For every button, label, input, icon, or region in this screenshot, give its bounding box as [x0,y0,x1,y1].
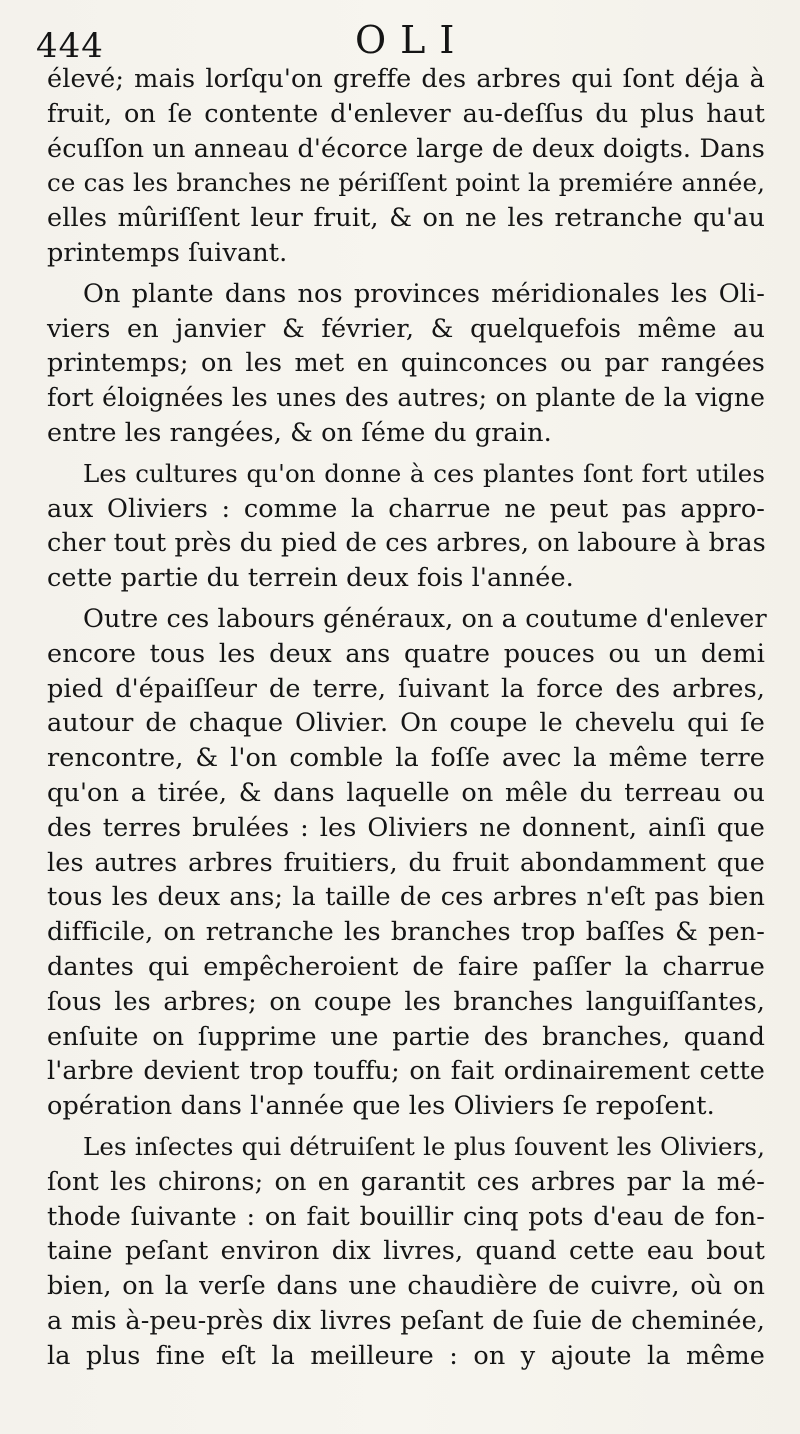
running-head [0,14,800,64]
text-line: taine peſant environ dix livres, quand cette eau bout [47,1236,765,1267]
body-text [47,62,765,1379]
text-line: ſont les chirons; on en garantit ces arbres par la mé- [47,1166,765,1197]
text-line: fort éloignées les unes des autres; on plante de la vigne [47,383,765,413]
text-line: Les cultures qu'on donne à ces plantes ſont fort utiles [83,458,765,488]
text-line: autour de chaque Olivier. On coupe le chevelu qui ſe [47,708,765,739]
text-line: l'arbre devient trop touffu; on fait ordinairement cette [47,1056,765,1087]
text-line: tous les deux ans; la taille de ces arbres n'eſt pas bien [47,882,765,913]
text-line: difficile, on retranche les branches trop baſſes & pen- [47,917,765,948]
text-line: Outre ces labours généraux, on a coutume d'enlever [83,603,767,634]
text-line: pied d'épaiſſeur de terre, ſuivant la force des arbres, [47,673,765,704]
text-line: a mis à-peu-près dix livres peſant de ſuie de cheminée, [47,1305,765,1336]
paragraph-insects [47,1130,765,1374]
text-line: ſous les arbres; on coupe les branches languiſſantes, [47,986,765,1017]
text-line: cette partie du terrein deux fois l'année. [47,563,574,594]
text-line: thode ſuivante : on fait bouillir cinq pots d'eau de fon- [47,1201,765,1232]
text-line: ce cas les branches ne périſſent point la premiére année, [47,168,765,198]
text-line: viers en janvier & février, & quelquefois même au [47,313,765,344]
text-line: enſuite on ſupprime une partie des branches, quand [47,1021,765,1052]
text-line: Les inſectes qui détruiſent le plus ſouvent les Oliviers, [83,1131,765,1161]
paragraph-grafting [47,62,765,271]
text-line: les autres arbres fruitiers, du fruit abondamment que [47,847,765,878]
page-number: 444 [36,26,104,66]
paragraph-labours [47,602,765,1124]
text-line: qu'on a tirée, & dans laquelle on mêle du terreau ou [47,777,765,808]
paragraph-cultures [47,457,765,596]
text-line: dantes qui empêcheroient de faire paſſer la charrue [47,951,765,982]
text-line: encore tous les deux ans quatre pouces ou un demi [47,638,765,669]
text-line: bien, on la verſe dans une chaudière de cuivre, où on [47,1271,765,1302]
text-line: cher tout près du pied de ces arbres, on laboure à bras [47,528,766,559]
text-line: opération dans l'année que les Oliviers ſe repoſent. [47,1091,715,1122]
text-line: la plus fine eſt la meilleure : on y ajoute la même [47,1340,765,1371]
text-line: On plante dans nos provinces méridionales les Oli- [83,278,765,309]
paragraph-planting [47,277,765,451]
text-line: des terres brulées : les Oliviers ne donnent, ainſi que [47,812,765,843]
text-line: rencontre, & l'on comble la foſſe avec la même terre [47,743,765,774]
text-line: elles mûriſſent leur fruit, & on ne les retranche qu'au [47,203,765,234]
text-line: entre les rangées, & on ſéme du grain. [47,417,552,448]
text-line: aux Oliviers : comme la charrue ne peut pas appro- [47,493,765,524]
text-line: printemps; on les met en quinconces ou par rangées [47,348,765,379]
text-line: fruit, on ſe contente d'enlever au-deſſus du plus haut [47,98,765,129]
running-headword: OLI [355,18,469,62]
text-line: élevé; mais lorſqu'on greffe des arbres qui ſont déja à [47,64,765,94]
text-line: printemps ſuivant. [47,237,288,268]
text-line: écuſſon un anneau d'écorce large de deux doigts. Dans [47,133,765,164]
